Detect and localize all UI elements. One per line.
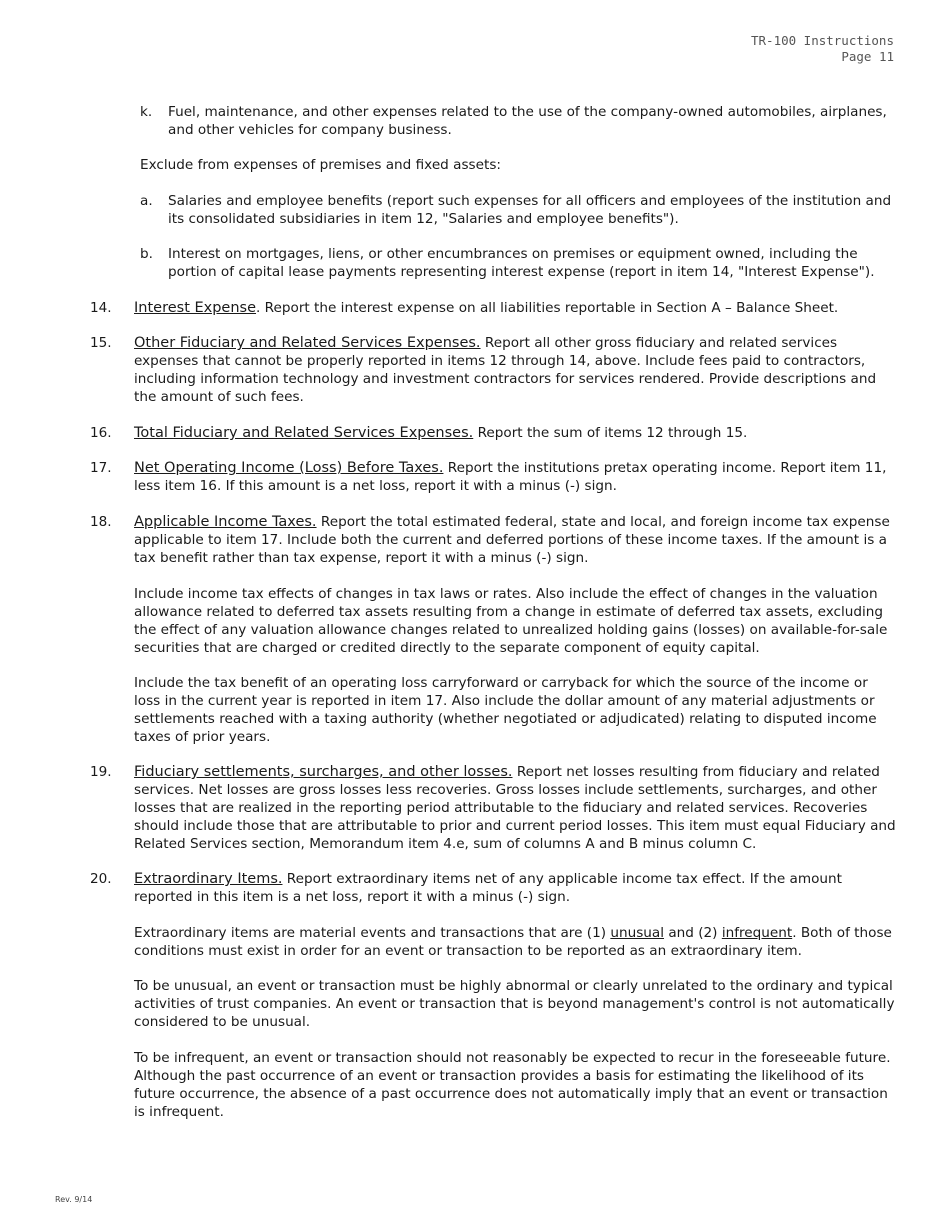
item-title: Fiduciary settlements, surcharges, and other losses. [134, 764, 513, 780]
item-body: Report net losses resulting from fiduciary and related services. Net losses are gross losses less recoveries. Gross losses include settlements, surcharges, and other losses that are realized in the reporting period attributable to the fiduciary and related services. Recoveries should include those that are attributable to prior and current period losses. This item must equal Fiduciary and Related Services section, Memorandum item 4.e, sum of columns A and B minus column C. [134, 764, 896, 852]
item-18-paragraph-3: Include the tax benefit of an operating loss carryforward or carryback for which the source of the income or loss in the current year is reported in item 17. Also include the dollar amount of any material adjustments or settlements reached with a taxing authority (whether negotiated or adjudicated) relating to disputed income taxes of prior years. [134, 675, 877, 745]
item-text [134, 299, 896, 317]
item-20-paragraph-4: To be infrequent, an event or transaction should not reasonably be expected to recur in the foreseeable future. Although the past occurrence of an event or transaction provides a basis for estimating the likelihood of its future occurrence, the absence of a past occurrence does not automatically imply that an event or transaction is infrequent. [134, 1050, 891, 1120]
item-body: Report all other gross fiduciary and related services expenses that cannot be properly reported in items 12 through 14, above. Include fees paid to contractors, including information technology and investment contractors for services rendered. Provide descriptions and the amount of such fees. [134, 335, 877, 405]
revision-footer: Rev. 9/14 [55, 1195, 93, 1204]
item-text [134, 459, 896, 495]
header-doc-title: TR-100 Instructions [751, 33, 894, 48]
subitem-text: Salaries and employee benefits (report such expenses for all officers and employees of the institution and its consolidated subsidiaries in item 12, "Salaries and employee benefits"). [168, 193, 892, 227]
underlined-term-unusual: unusual [610, 925, 665, 941]
paragraph-text: Extraordinary items are material events and transactions that are (1) [134, 925, 611, 941]
subitem-text: Interest on mortgages, liens, or other encumbrances on premises or equipment owned, including the portion of capital lease payments representing interest expense (report in item 14, "Interest Expense"). [168, 246, 875, 280]
item-title: Other Fiduciary and Related Services Expenses. [134, 335, 481, 351]
item-title: Net Operating Income (Loss) Before Taxes. [134, 460, 444, 476]
item-number: 20. [90, 871, 112, 887]
item-20-paragraph-3: To be unusual, an event or transaction must be highly abnormal or clearly unrelated to the ordinary and typical activities of trust companies. An event or transaction that is beyond management's control is not automatically considered to be unusual. [134, 978, 895, 1030]
underlined-term-infrequent: infrequent [721, 925, 793, 941]
header-page-number: Page 11 [841, 49, 894, 64]
item-title: Total Fiduciary and Related Services Expenses. [134, 425, 474, 441]
item-text [134, 424, 896, 442]
subitem-letter: a. [140, 193, 153, 209]
item-body: . Report the interest expense on all liabilities reportable in Section A – Balance Sheet. [256, 300, 839, 316]
item-body: Report extraordinary items net of any applicable income tax effect. If the amount reported in this item is a net loss, report it with a minus (-) sign. [134, 871, 842, 905]
item-body: Report the sum of items 12 through 15. [473, 425, 748, 441]
item-number: 18. [90, 514, 112, 530]
item-20-paragraph-2 [134, 924, 896, 960]
item-body: Report the total estimated federal, state and local, and foreign income tax expense applicable to item 17. Include both the current and deferred portions of these income taxes. If the amount is a tax benefit rather than tax expense, report it with a minus (-) sign. [134, 514, 890, 566]
item-text [134, 334, 896, 406]
exclude-intro: Exclude from expenses of premises and fixed assets: [140, 157, 501, 173]
item-body: Report the institutions pretax operating income. Report item 11, less item 16. If this amount is a net loss, report it with a minus (-) sign. [134, 460, 887, 494]
page-header [751, 33, 894, 65]
item-number: 15. [90, 335, 112, 351]
paragraph-text: . Both of those conditions must exist in order for an event or transaction to be reported as an extraordinary item. [134, 925, 892, 959]
item-number: 14. [90, 300, 112, 316]
item-18-paragraph-2: Include income tax effects of changes in tax laws or rates. Also include the effect of changes in the valuation allowance related to deferred tax assets resulting from a change in estimate of deferred tax assets, excluding the effect of any valuation allowance changes related to unrealized holding gains (losses) on available-for-sale securities that are charged or credited directly to the separate component of equity capital. [134, 586, 888, 656]
subitem-letter: b. [140, 246, 153, 262]
subitem-letter: k. [140, 104, 153, 120]
item-number: 19. [90, 764, 112, 780]
item-text [134, 870, 896, 906]
item-number: 16. [90, 425, 112, 441]
item-title: Interest Expense [134, 300, 257, 316]
paragraph-text: and (2) [664, 925, 722, 941]
item-title: Extraordinary Items. [134, 871, 283, 887]
item-text [134, 763, 896, 853]
item-number: 17. [90, 460, 112, 476]
item-text [134, 513, 896, 567]
subitem-text: Fuel, maintenance, and other expenses related to the use of the company-owned automobiles, airplanes, and other vehicles for company business. [168, 104, 887, 138]
item-title: Applicable Income Taxes. [134, 514, 317, 530]
